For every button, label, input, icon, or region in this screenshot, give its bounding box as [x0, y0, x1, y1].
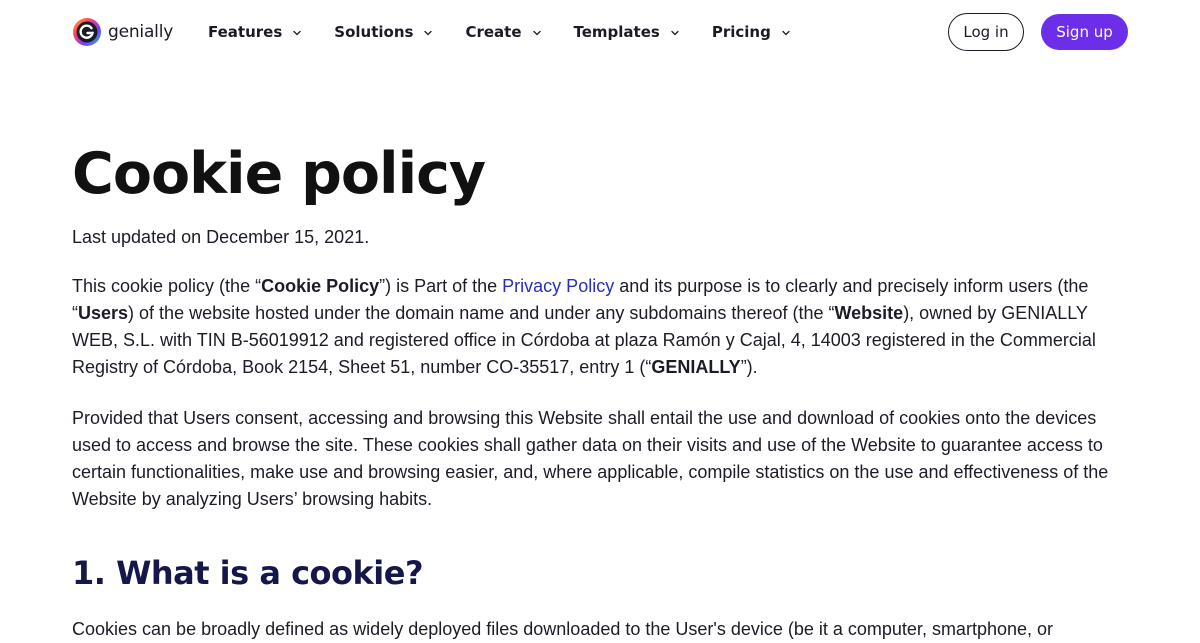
nav-item-templates[interactable]	[574, 23, 680, 41]
text-segment: and its purpose is to clearly and precisely inform users (the “	[72, 276, 1089, 323]
text-segment: ”) is Part of the	[379, 276, 503, 296]
page-title: Cookie policy	[72, 141, 486, 207]
nav-item-pricing[interactable]	[712, 23, 791, 41]
bold-term-cookie-policy: Cookie Policy	[261, 276, 380, 296]
site-header	[0, 0, 1200, 64]
chevron-down-icon	[423, 28, 433, 38]
bold-term-users: Users	[78, 303, 129, 323]
main-nav	[208, 20, 823, 44]
bold-term-website: Website	[834, 303, 904, 323]
text-segment: ”).	[740, 357, 758, 377]
nav-item-solutions[interactable]	[334, 23, 433, 41]
nav-item-label: Features	[208, 23, 283, 41]
section-heading-what-is-cookie: 1. What is a cookie?	[72, 554, 424, 592]
nav-item-features[interactable]	[208, 23, 302, 41]
last-updated-text: Last updated on December 15, 2021.	[72, 227, 370, 247]
bold-term-genially: GENIALLY	[651, 357, 741, 377]
privacy-policy-link[interactable]: Privacy Policy	[502, 276, 615, 296]
nav-item-create[interactable]	[465, 23, 541, 41]
text-segment: ) of the website hosted under the domain name and under any subdomains thereof (the “	[128, 303, 835, 323]
nav-item-label: Pricing	[711, 23, 771, 41]
nav-item-label: Create	[465, 23, 522, 41]
intro-paragraph	[72, 273, 1128, 381]
nav-item-label: Templates	[573, 23, 660, 41]
chevron-down-icon	[670, 28, 680, 38]
signup-button[interactable]: Sign up	[1041, 14, 1128, 50]
text-segment: This cookie policy (the “	[72, 276, 262, 296]
genially-logo-icon	[72, 17, 102, 47]
cookie-definition-paragraph: Cookies can be broadly defined as widely deployed files downloaded to the User's device (be it a computer, smartphone, or	[72, 619, 1053, 639]
chevron-down-icon	[292, 28, 302, 38]
nav-item-label: Solutions	[334, 23, 414, 41]
logo-text: genially	[108, 22, 174, 42]
consent-paragraph: Provided that Users consent, accessing and browsing this Website shall entail the use and download of cookies onto the devices used to access and browse the site. These cookies shall gather data on their visits and use of the Website to guarantee access to certain functionalities, make use and browsing easier, and, where applicable, compile statistics on the use and effectiveness of the Website by analyzing Users’ browsing habits.	[72, 408, 1109, 509]
chevron-down-icon	[781, 28, 791, 38]
genially-logo[interactable]	[72, 17, 173, 47]
login-button[interactable]: Log in	[948, 13, 1024, 51]
chevron-down-icon	[532, 28, 542, 38]
text-segment: ), owned by GENIALLY WEB, S.L. with TIN B-56019912 and registered office in Córdoba at plaza Ramón y Cajal, 4, 14003 registered in the Commercial Registry of Córdoba, Book 2154, Sheet 51, number CO-35517, entry 1 (“	[72, 303, 1096, 377]
